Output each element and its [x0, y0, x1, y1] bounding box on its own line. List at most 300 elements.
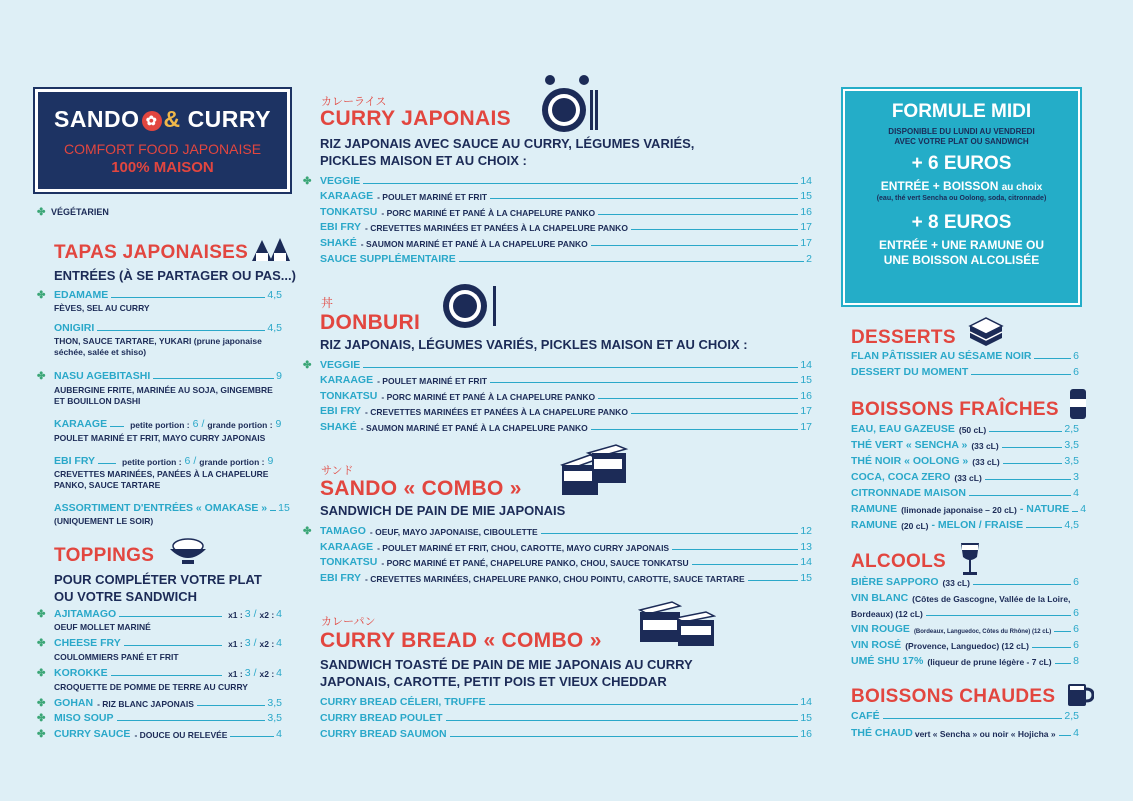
- menu-item[interactable]: [320, 572, 812, 584]
- item-volume: (33 cL): [942, 578, 970, 588]
- dot-leader: [489, 704, 799, 705]
- menu-item[interactable]: KARAAGE petite portion : 6 / grande portion : 9: [54, 418, 282, 430]
- formule-offer-1-label: ENTRÉE + BOISSON: [880, 179, 999, 193]
- menu-item[interactable]: EBI FRY petite portion : 6 / grande portion : 9: [54, 455, 274, 467]
- menu-item[interactable]: [320, 374, 812, 386]
- menu-item[interactable]: [320, 696, 812, 708]
- sandwich-icon: [560, 443, 630, 501]
- item-price: 4: [1080, 503, 1087, 515]
- menu-item[interactable]: [37, 370, 282, 382]
- dot-leader: [1002, 447, 1063, 448]
- item-description: - CREVETTES MARINÉES, CHAPELURE PANKO, CHOU POINTU, CAROTTE, SAUCE TARTARE: [365, 574, 745, 584]
- dot-leader: [1032, 647, 1071, 648]
- section-jp-bread: カレーパン: [321, 616, 376, 628]
- item-name: ASSORTIMENT D'ENTRÉES « OMAKASE »: [54, 502, 268, 514]
- item-price: 17: [800, 221, 812, 233]
- item-name: UMÉ SHU 17%: [851, 655, 924, 667]
- section-title-donburi: DONBURI: [320, 311, 421, 334]
- item-qty-label: x1 :: [228, 610, 243, 620]
- item-price: 8: [1073, 655, 1079, 667]
- dot-leader: [973, 584, 1071, 585]
- item-price: 14: [800, 175, 812, 187]
- item-name: SAUCE SUPPLÉMENTAIRE: [320, 253, 456, 265]
- dot-leader: [117, 720, 266, 721]
- clover-icon: ✤: [37, 609, 46, 620]
- clover-icon: ✤: [303, 526, 312, 537]
- formule-price-2: + 8 EUROS: [911, 212, 1012, 233]
- menu-item[interactable]: [320, 728, 812, 740]
- item-origin: (Côtes de Gascogne, Vallée de la Loire,: [912, 594, 1071, 604]
- item-price: 14: [800, 696, 812, 708]
- item-price: 16: [800, 206, 812, 218]
- item-price: 3: [244, 667, 251, 679]
- item-description: - CREVETTES MARINÉES ET PANÉES À LA CHAPELURE PANKO: [365, 223, 628, 233]
- item-price: 16: [800, 390, 812, 402]
- item-name: CURRY SAUCE: [54, 728, 131, 740]
- dot-leader: [1026, 527, 1062, 528]
- logo-title: [38, 106, 287, 133]
- item-price: 3,5: [267, 697, 282, 709]
- legend: [37, 207, 109, 218]
- item-volume: (limonade japonaise – 20 cL): [901, 505, 1017, 515]
- menu-item[interactable]: [851, 576, 1079, 588]
- item-name: SHAKÉ: [320, 421, 357, 433]
- dot-leader: [631, 413, 798, 414]
- menu-item[interactable]: [320, 556, 812, 568]
- item-volume: (50 cL): [958, 425, 987, 435]
- dot-leader: [363, 367, 798, 368]
- formule-title: FORMULE MIDI: [891, 101, 1032, 122]
- dot-leader: [1059, 735, 1072, 736]
- item-description: - PORC MARINÉ ET PANÉ, CHAPELURE PANKO, CHOU, SAUCE TONKATSU: [381, 558, 689, 568]
- item-flavor: - MELON / FRAISE: [931, 519, 1024, 531]
- section-subtitle-tapas: ENTRÉES (À SE PARTAGER OU PAS...): [54, 268, 296, 283]
- item-description: vert « Sencha » ou noir « Hojicha »: [914, 729, 1056, 739]
- item-price: 17: [800, 421, 812, 433]
- item-origin: (Provence, Languedoc) (12 cL): [905, 641, 1029, 651]
- item-name: CURRY BREAD SAUMON: [320, 728, 447, 740]
- menu-item[interactable]: [303, 175, 812, 187]
- item-price: 6: [1073, 350, 1079, 362]
- menu-item[interactable]: [851, 519, 1079, 531]
- item-price: 4,5: [267, 289, 282, 301]
- item-price: 16: [800, 728, 812, 740]
- item-price: 6: [184, 455, 191, 467]
- dot-leader: [598, 214, 798, 215]
- can-icon: [1068, 387, 1088, 421]
- item-description: - OEUF, MAYO JAPONAISE, CIBOULETTE: [369, 527, 538, 537]
- logo-word-sando: SANDO: [53, 106, 140, 132]
- section-jp-curry: カレーライス: [321, 96, 387, 108]
- item-name: TONKATSU: [320, 556, 378, 568]
- dot-leader: [490, 198, 798, 199]
- item-description: - DOUCE OU RELEVÉE: [134, 730, 228, 740]
- dot-leader: [490, 382, 798, 383]
- menu-item[interactable]: [320, 541, 812, 553]
- clover-icon: ✤: [37, 713, 46, 724]
- section-title-toppings: TOPPINGS: [54, 545, 155, 566]
- menu-item[interactable]: [320, 405, 812, 417]
- menu-item[interactable]: [37, 728, 282, 740]
- menu-item[interactable]: [37, 697, 282, 709]
- dot-leader: [119, 616, 222, 617]
- item-price: 6: [1073, 576, 1079, 588]
- dot-leader: [591, 245, 799, 246]
- dot-leader: [598, 398, 798, 399]
- item-name: KOROKKE: [54, 667, 108, 679]
- item-name: RAMUNE: [851, 519, 898, 531]
- clover-icon: ✤: [37, 207, 46, 218]
- item-name: KARAAGE: [320, 541, 374, 553]
- item-price: 4: [1073, 727, 1079, 739]
- item-description: - PORC MARINÉ ET PANÉ À LA CHAPELURE PANKO: [381, 392, 596, 402]
- item-name: VEGGIE: [320, 359, 361, 371]
- item-volume: (33 cL): [971, 441, 999, 451]
- item-name: CURRY BREAD POULET: [320, 712, 443, 724]
- item-price: 4: [276, 728, 282, 740]
- dot-leader: [541, 533, 799, 534]
- formule-price-1: + 6 EUROS: [911, 153, 1012, 174]
- menu-item[interactable]: [851, 503, 1087, 515]
- legend-label: VÉGÉTARIEN: [51, 207, 109, 217]
- item-price: 6: [1073, 607, 1079, 619]
- curry-bread-icon: [636, 600, 716, 650]
- menu-item[interactable]: [851, 350, 1079, 362]
- mug-icon: [1066, 680, 1094, 708]
- section-title-desserts: DESSERTS: [851, 327, 956, 348]
- item-price: 4,5: [1064, 519, 1079, 531]
- item-description: COULOMMIERS PANÉ ET FRIT: [54, 652, 179, 662]
- item-price: 17: [800, 237, 812, 249]
- item-price: 2: [806, 253, 812, 265]
- item-description: - SAUMON MARINÉ ET PANÉ À LA CHAPELURE PANKO: [360, 239, 588, 249]
- item-name: EBI FRY: [54, 455, 96, 467]
- curry-plate-icon: [538, 72, 600, 134]
- item-qty-label: x1 :: [228, 639, 243, 649]
- clover-icon: ✤: [37, 729, 46, 740]
- section-subtitle-donburi: RIZ JAPONAIS, LÉGUMES VARIÉS, PICKLES MAISON ET AU CHOIX :: [320, 337, 748, 352]
- dot-leader: [971, 374, 1071, 375]
- menu-item[interactable]: [851, 727, 1079, 739]
- item-name: VIN ROSÉ: [851, 639, 902, 651]
- menu-item[interactable]: [303, 359, 812, 371]
- item-volume: (20 cL): [901, 521, 929, 531]
- clover-icon: ✤: [303, 360, 312, 371]
- item-price: 6: [1073, 366, 1079, 378]
- logo-tagline-2: 100% MAISON: [111, 159, 214, 176]
- donburi-icon: [441, 283, 501, 329]
- item-name: KARAAGE: [320, 190, 374, 202]
- item-portion-label: petite portion :: [122, 457, 182, 467]
- item-origin: (liqueur de prune légère - 7 cL): [927, 657, 1052, 667]
- dot-leader: [1055, 663, 1072, 664]
- item-name: EBI FRY: [320, 572, 362, 584]
- item-price: 6: [192, 418, 199, 430]
- item-name: EBI FRY: [320, 405, 362, 417]
- item-price: 13: [800, 541, 812, 553]
- item-name: KARAAGE: [320, 374, 374, 386]
- menu-item[interactable]: [320, 206, 812, 218]
- menu-item[interactable]: ✤ AJITAMAGO x1 : 3 / x2 : 4: [37, 608, 282, 620]
- item-name: COCA, COCA ZERO: [851, 471, 951, 483]
- item-name: VIN ROUGE: [851, 623, 910, 635]
- item-portion-label: petite portion :: [130, 420, 190, 430]
- item-description: - CREVETTES MARINÉES ET PANÉES À LA CHAPELURE PANKO: [365, 407, 628, 417]
- item-description: CROQUETTE DE POMME DE TERRE AU CURRY: [54, 682, 248, 692]
- item-name: AJITAMAGO: [54, 608, 117, 620]
- dot-leader: [98, 463, 116, 464]
- formule-note: (eau, thé vert Sencha ou Oolong, soda, citronnade): [876, 195, 1047, 202]
- section-subtitle-curry: RIZ JAPONAIS AVEC SAUCE AU CURRY, LÉGUMES VARIÉS, PICKLES MAISON ET AU CHOIX :: [320, 136, 695, 168]
- item-name: EBI FRY: [320, 221, 362, 233]
- item-qty-label: x2 :: [259, 639, 275, 649]
- item-name: THÉ VERT « SENCHA »: [851, 439, 968, 451]
- section-title-bread: CURRY BREAD « COMBO »: [320, 629, 602, 652]
- item-description: CREVETTES MARINÉES, PANÉES À LA CHAPELURE PANKO, SAUCE TARTARE: [54, 469, 269, 490]
- item-qty-label: x1 :: [228, 669, 243, 679]
- item-price: 4: [1073, 487, 1079, 499]
- item-name: EDAMAME: [54, 289, 109, 301]
- item-name: CURRY BREAD CÉLERI, TRUFFE: [320, 696, 486, 708]
- dot-leader: [111, 297, 265, 298]
- menu-item[interactable]: [37, 712, 282, 724]
- cake-icon: [968, 314, 1004, 348]
- item-description: - POULET MARINÉ ET FRIT, CHOU, CAROTTE, MAYO CURRY JAPONAIS: [377, 543, 670, 553]
- item-description: - RIZ BLANC JAPONAIS: [97, 699, 194, 709]
- item-name: CITRONNADE MAISON: [851, 487, 966, 499]
- menu-item[interactable]: [851, 455, 1079, 467]
- item-name: DESSERT DU MOMENT: [851, 366, 969, 378]
- dot-leader: [363, 183, 798, 184]
- section-subtitle-toppings: POUR COMPLÉTER VOTRE PLAT OU VOTRE SANDWICH: [54, 572, 262, 604]
- item-name: GOHAN: [54, 697, 94, 709]
- item-name: TONKATSU: [320, 390, 378, 402]
- item-description: THON, SAUCE TARTARE, YUKARI (prune japonaise séchée, salée et shiso): [54, 336, 262, 357]
- dot-leader: [672, 549, 798, 550]
- menu-item[interactable]: [851, 592, 1079, 604]
- dot-leader: [459, 261, 804, 262]
- item-name: CHEESE FRY: [54, 637, 121, 649]
- item-price: 15: [800, 572, 812, 584]
- dot-leader: [969, 495, 1071, 496]
- item-price: 2,5: [1064, 710, 1079, 722]
- item-price: 15: [800, 374, 812, 386]
- item-price: 14: [800, 556, 812, 568]
- clover-icon: ✤: [37, 638, 46, 649]
- item-name: RAMUNE: [851, 503, 898, 515]
- item-description: POULET MARINÉ ET FRIT, MAYO CURRY JAPONAIS: [54, 433, 266, 443]
- item-price: 9: [275, 418, 282, 430]
- dot-leader: [197, 705, 265, 706]
- item-price: 4: [276, 637, 282, 649]
- item-price: 9: [276, 370, 282, 382]
- rice-bowl-icon: [167, 537, 209, 565]
- section-title-boissons-fraiches: BOISSONS FRAÎCHES: [851, 399, 1059, 420]
- logo-word-curry: CURRY: [187, 106, 271, 132]
- flower-icon: ✿: [142, 111, 162, 131]
- formule-availability: DISPONIBLE DU LUNDI AU VENDREDI AVEC VOTRE PLAT OU SANDWICH: [888, 127, 1035, 146]
- item-price: 15: [800, 712, 812, 724]
- dot-leader: [1034, 358, 1071, 359]
- item-price: 15: [800, 190, 812, 202]
- item-price: 3,5: [1064, 455, 1079, 467]
- item-price: 3,5: [1064, 439, 1079, 451]
- dot-leader: [124, 645, 222, 646]
- menu-item[interactable]: [320, 190, 812, 202]
- menu-item[interactable]: [851, 487, 1079, 499]
- item-description: - PORC MARINÉ ET PANÉ À LA CHAPELURE PANKO: [381, 208, 596, 218]
- item-description: (UNIQUEMENT LE SOIR): [54, 516, 154, 526]
- menu-item[interactable]: [851, 423, 1079, 435]
- menu-item[interactable]: [320, 221, 812, 233]
- item-price: 2,5: [1064, 423, 1079, 435]
- menu-item[interactable]: [320, 421, 812, 433]
- dot-leader: [446, 720, 799, 721]
- item-price: 3: [244, 637, 251, 649]
- formule-offer-1-choice: au choix: [1001, 182, 1043, 193]
- menu-item[interactable]: [851, 471, 1079, 483]
- item-description: - POULET MARINÉ ET FRIT: [377, 376, 488, 386]
- item-price: 6: [1073, 639, 1079, 651]
- item-price: 4,5: [267, 322, 282, 334]
- menu-item[interactable]: [37, 289, 282, 301]
- item-description: FÈVES, SEL AU CURRY: [54, 303, 150, 313]
- menu-item[interactable]: [54, 502, 290, 514]
- item-volume: (33 cL): [972, 457, 1000, 467]
- dot-leader: [1054, 631, 1071, 632]
- section-title-curry: CURRY JAPONAIS: [320, 107, 511, 130]
- menu-item[interactable]: [320, 390, 812, 402]
- section-subtitle-sando: SANDWICH DE PAIN DE MIE JAPONAIS: [320, 503, 566, 518]
- menu-item[interactable]: [320, 712, 812, 724]
- menu-item[interactable]: [851, 655, 1079, 667]
- item-price: 15: [278, 502, 290, 514]
- item-name: EAU, EAU GAZEUSE: [851, 423, 955, 435]
- dot-leader: [450, 736, 799, 737]
- item-name: THÉ NOIR « OOLONG »: [851, 455, 969, 467]
- dot-leader: [883, 718, 1063, 719]
- item-price: 6: [1073, 623, 1079, 635]
- item-price: 3,5: [267, 712, 282, 724]
- dot-leader: [230, 736, 274, 737]
- item-flavor: - NATURE: [1019, 503, 1070, 515]
- menu-item[interactable]: [303, 525, 812, 537]
- item-name: TONKATSU: [320, 206, 378, 218]
- menu-item[interactable]: [54, 322, 282, 334]
- item-name: KARAAGE: [54, 418, 108, 430]
- logo-ampersand: &: [163, 106, 181, 132]
- wine-glass-icon: [958, 541, 982, 577]
- dot-leader: [985, 479, 1071, 480]
- menu-item[interactable]: [851, 710, 1079, 722]
- section-subtitle-bread: SANDWICH TOASTÉ DE PAIN DE MIE JAPONAIS AU CURRY JAPONAIS, CAROTTE, PETIT POIS ET VIEUX CHEDDAR: [320, 657, 693, 689]
- menu-item[interactable]: [851, 607, 1079, 619]
- item-price: 9: [267, 455, 274, 467]
- item-volume: (33 cL): [954, 473, 982, 483]
- menu-item[interactable]: [851, 623, 1079, 635]
- section-title-tapas: TAPAS JAPONAISES: [54, 242, 249, 263]
- item-origin: (Bordeaux, Languedoc, Côtes du Rhône) (12 cL): [913, 629, 1052, 635]
- item-origin: Bordeaux) (12 cL): [851, 609, 923, 619]
- item-name: FLAN PÂTISSIER AU SÉSAME NOIR: [851, 350, 1032, 362]
- item-price: 14: [800, 359, 812, 371]
- section-title-boissons-chaudes: BOISSONS CHAUDES: [851, 686, 1056, 707]
- item-price: 12: [800, 525, 812, 537]
- item-price: 4: [276, 667, 282, 679]
- clover-icon: ✤: [37, 290, 46, 301]
- item-name: MISO SOUP: [54, 712, 114, 724]
- dot-leader: [1003, 463, 1063, 464]
- item-name: SHAKÉ: [320, 237, 357, 249]
- formule-offer-2: ENTRÉE + UNE RAMUNE OU UNE BOISSON ALCOLISÉE: [878, 238, 1045, 267]
- item-description: AUBERGINE FRITE, MARINÉE AU SOJA, GINGEMBRE ET BOUILLON DASHI: [54, 385, 273, 406]
- menu-item[interactable]: [851, 639, 1079, 651]
- dot-leader: [926, 615, 1071, 616]
- menu-item[interactable]: ✤ KOROKKE x1 : 3 / x2 : 4: [37, 667, 282, 679]
- item-name: NASU AGEBITASHI: [54, 370, 151, 382]
- dot-leader: [1072, 511, 1078, 512]
- item-description: - SAUMON MARINÉ ET PANÉ À LA CHAPELURE PANKO: [360, 423, 588, 433]
- section-title-alcools: ALCOOLS: [851, 551, 946, 572]
- onigiri-icon: [250, 236, 292, 262]
- menu-item[interactable]: [320, 237, 812, 249]
- item-portion-label: grande portion :: [199, 457, 265, 467]
- item-qty-label: x2 :: [259, 669, 275, 679]
- clover-icon: ✤: [303, 176, 312, 187]
- menu-item[interactable]: [851, 366, 1079, 378]
- dot-leader: [631, 229, 798, 230]
- section-title-sando: SANDO « COMBO »: [320, 477, 522, 500]
- dot-leader: [748, 580, 799, 581]
- section-jp-donburi: 丼: [321, 296, 334, 310]
- item-price: 3: [244, 608, 251, 620]
- menu-item[interactable]: [320, 253, 812, 265]
- dot-leader: [692, 564, 799, 565]
- item-name: CAFÉ: [851, 710, 880, 722]
- item-name: BIÈRE SAPPORO: [851, 576, 939, 588]
- clover-icon: ✤: [37, 668, 46, 679]
- item-description: - POULET MARINÉ ET FRIT: [377, 192, 488, 202]
- item-name: TAMAGO: [320, 525, 366, 537]
- menu-item[interactable]: ✤ CHEESE FRY x1 : 3 / x2 : 4: [37, 637, 282, 649]
- formule-offer-1: [845, 179, 1078, 195]
- dot-leader: [270, 510, 276, 511]
- item-name: VIN BLANC: [851, 592, 909, 604]
- clover-icon: ✤: [37, 698, 46, 709]
- dot-leader: [989, 431, 1062, 432]
- dot-leader: [110, 426, 124, 427]
- logo-tagline: COMFORT FOOD JAPONAISE: [63, 141, 262, 157]
- item-description: OEUF MOLLET MARINÉ: [54, 622, 151, 632]
- dot-leader: [591, 429, 799, 430]
- dot-leader: [153, 378, 274, 379]
- item-portion-label: grande portion :: [207, 420, 273, 430]
- dot-leader: [111, 675, 222, 676]
- menu-item[interactable]: [851, 439, 1079, 451]
- section-jp-sando: サンド: [321, 465, 354, 477]
- item-qty-label: x2 :: [259, 610, 275, 620]
- formule-box: [843, 89, 1080, 305]
- item-name: ONIGIRI: [54, 322, 95, 334]
- dot-leader: [97, 330, 265, 331]
- item-name: VEGGIE: [320, 175, 361, 187]
- item-price: 4: [276, 608, 282, 620]
- logo-box: [35, 89, 290, 192]
- item-price: 3: [1073, 471, 1079, 483]
- clover-icon: ✤: [37, 371, 46, 382]
- item-price: 17: [800, 405, 812, 417]
- item-name: THÉ CHAUD: [851, 727, 913, 739]
